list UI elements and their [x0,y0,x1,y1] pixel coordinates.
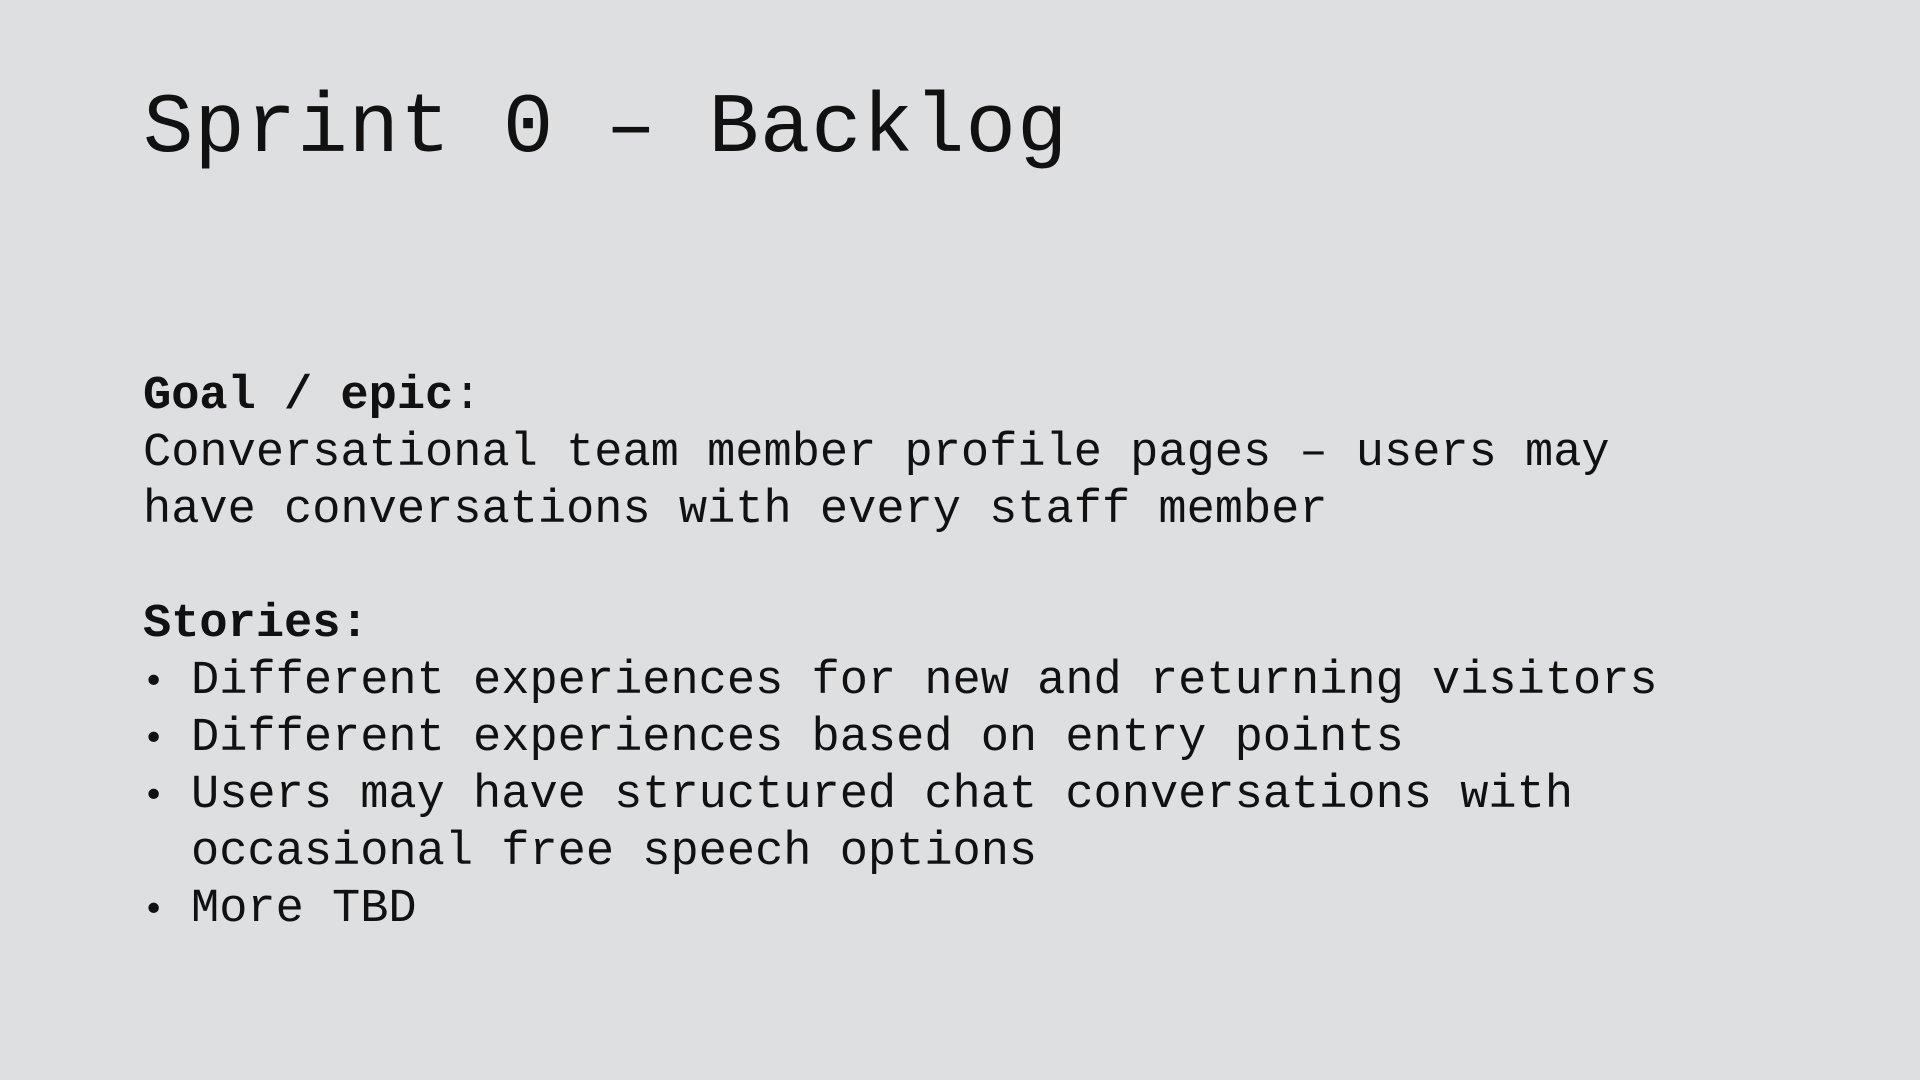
stories-heading: Stories: [143,598,369,651]
bullet-icon: • [143,889,165,930]
bullet-icon: • [143,661,165,702]
slide-body [143,368,1823,938]
bullet-icon: • [143,718,165,759]
stories-list [143,653,1823,938]
story-text: Different experiences for new and returning visitors [191,655,1658,708]
goal-text: Conversational team member profile pages – users may have conversations with every staff member [143,427,1610,537]
story-item [143,881,1823,938]
story-item [143,653,1823,710]
section-spacer [143,539,1823,596]
slide-title: Sprint 0 – Backlog [143,82,1069,177]
goal-heading-label: Goal / epic [143,370,454,423]
story-item [143,767,1823,881]
story-text: More TBD [191,883,417,936]
bullet-icon: • [143,775,165,816]
story-item [143,710,1823,767]
story-text: Users may have structured chat conversations with occasional free speech options [191,769,1574,879]
goal-heading [143,368,1823,425]
goal-heading-colon: : [453,370,482,423]
story-text: Different experiences based on entry points [191,712,1404,765]
